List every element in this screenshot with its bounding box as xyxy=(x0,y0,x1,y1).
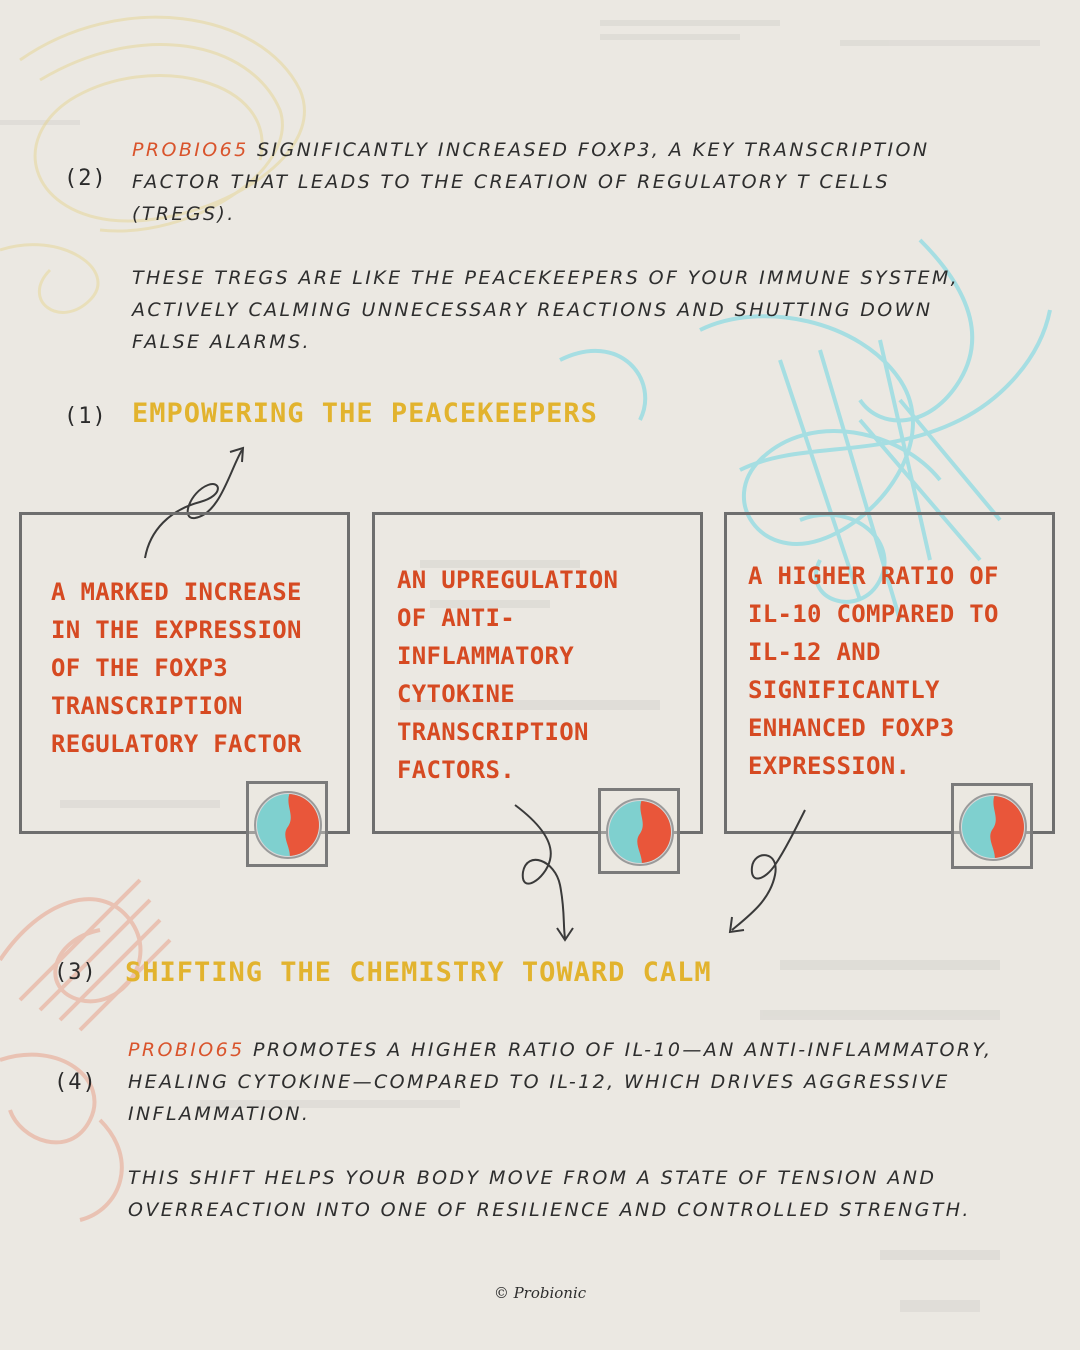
section-number-1: (1) xyxy=(64,404,107,429)
section-4-line-1: PROBIO65 PROMOTES A HIGHER RATIO OF IL-10—AN ANTI-INFLAMMATORY, xyxy=(128,1039,993,1061)
finding-box-2-text: AN UPREGULATION OF ANTI- INFLAMMATORY CYTOKINE TRANSCRIPTION FACTORS. xyxy=(397,566,619,784)
curly-arrow-icon xyxy=(720,805,820,940)
section-4-paragraph-2: THIS SHIFT HELPS YOUR BODY MOVE FROM A STATE OF TENSION AND OVERREACTION INTO ONE OF RESILIENCE AND CONTROLLED STRENGTH. xyxy=(128,1167,971,1221)
section-2-line-3: (TREGS). xyxy=(132,203,236,225)
curly-arrow-icon xyxy=(505,800,595,945)
section-3-heading: SHIFTING THE CHEMISTRY TOWARD CALM xyxy=(125,957,712,988)
footer-copyright: © Probionic xyxy=(493,1284,587,1302)
section-2-line-1: PROBIO65 SIGNIFICANTLY INCREASED FOXP3, A KEY TRANSCRIPTION xyxy=(132,139,930,161)
section-number-2: (2) xyxy=(64,166,107,191)
section-2-paragraph-1 xyxy=(132,134,1032,230)
section-number-3: (3) xyxy=(54,960,97,985)
section-2-line-2: FACTOR THAT LEADS TO THE CREATION OF REGULATORY T CELLS xyxy=(132,171,890,193)
section-4-line-2: HEALING CYTOKINE—COMPARED TO IL-12, WHICH DRIVES AGGRESSIVE xyxy=(128,1071,950,1093)
petri-dish-frame-2 xyxy=(598,788,680,874)
finding-box-3-text: A HIGHER RATIO OF IL-10 COMPARED TO IL-12 AND SIGNIFICANTLY ENHANCED FOXP3 EXPRESSION. xyxy=(748,562,999,780)
petri-dish-icon xyxy=(605,797,675,867)
section-number-4: (4) xyxy=(54,1070,97,1095)
section-2-paragraph-2: THESE TREGS ARE LIKE THE PEACEKEEPERS OF YOUR IMMUNE SYSTEM, ACTIVELY CALMING UNNECESSARY REACTIONS AND SHUTTING DOWN FALSE ALARMS. xyxy=(132,267,960,353)
section-4-paragraph-1 xyxy=(128,1034,1058,1130)
petri-dish-frame-1 xyxy=(246,781,328,867)
finding-box-1-text: A MARKED INCREASE IN THE EXPRESSION OF THE FOXP3 TRANSCRIPTION REGULATORY FACTOR xyxy=(51,578,302,758)
petri-dish-icon xyxy=(253,790,323,860)
section-4-line-3: INFLAMMATION. xyxy=(128,1103,311,1125)
brand-name: PROBIO65 xyxy=(132,139,249,161)
section-1-heading: EMPOWERING THE PEACEKEEPERS xyxy=(132,398,598,429)
petri-dish-icon xyxy=(958,792,1028,862)
petri-dish-frame-3 xyxy=(951,783,1033,869)
brand-name: PROBIO65 xyxy=(128,1039,245,1061)
